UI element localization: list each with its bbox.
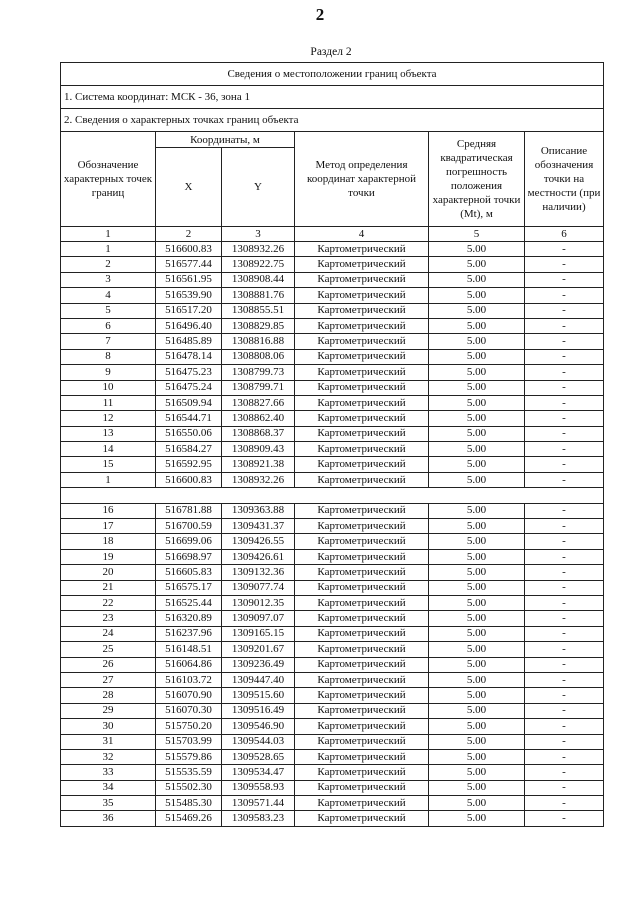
table-row bbox=[61, 442, 604, 457]
cell-method: Картометрический bbox=[295, 749, 429, 764]
cell-method: Картометрический bbox=[295, 503, 429, 518]
cell-error: 5.00 bbox=[429, 657, 525, 672]
table-title: Сведения о местоположении границ объекта bbox=[61, 63, 604, 86]
table-row bbox=[61, 672, 604, 687]
cell-point: 18 bbox=[61, 534, 156, 549]
cell-y: 1309426.55 bbox=[222, 534, 295, 549]
cell-point: 27 bbox=[61, 672, 156, 687]
cell-y: 1309363.88 bbox=[222, 503, 295, 518]
cell-description: - bbox=[525, 611, 604, 626]
header-point: Обозначение характерных точек границ bbox=[61, 132, 156, 227]
cell-y: 1309097.07 bbox=[222, 611, 295, 626]
cell-method: Картометрический bbox=[295, 257, 429, 272]
cell-error: 5.00 bbox=[429, 426, 525, 441]
cell-description: - bbox=[525, 288, 604, 303]
cell-method: Картометрический bbox=[295, 734, 429, 749]
cell-method: Картометрический bbox=[295, 688, 429, 703]
cell-description: - bbox=[525, 349, 604, 364]
cell-x: 516237.96 bbox=[156, 626, 222, 641]
table-row bbox=[61, 734, 604, 749]
cell-y: 1309165.15 bbox=[222, 626, 295, 641]
cell-method: Картометрический bbox=[295, 719, 429, 734]
cell-method: Картометрический bbox=[295, 472, 429, 487]
header-method: Метод определения координат характерной точки bbox=[295, 132, 429, 227]
points-heading: 2. Сведения о характерных точках границ объекта bbox=[61, 109, 604, 132]
cell-point: 14 bbox=[61, 442, 156, 457]
table-row bbox=[61, 242, 604, 257]
cell-point: 21 bbox=[61, 580, 156, 595]
cell-x: 516781.88 bbox=[156, 503, 222, 518]
cell-x: 516517.20 bbox=[156, 303, 222, 318]
cell-error: 5.00 bbox=[429, 811, 525, 826]
cell-y: 1308932.26 bbox=[222, 242, 295, 257]
cell-error: 5.00 bbox=[429, 395, 525, 410]
cell-error: 5.00 bbox=[429, 796, 525, 811]
cell-description: - bbox=[525, 395, 604, 410]
table-row bbox=[61, 688, 604, 703]
cell-point: 28 bbox=[61, 688, 156, 703]
header-coordinates: Координаты, м bbox=[156, 132, 295, 148]
cell-error: 5.00 bbox=[429, 349, 525, 364]
cell-error: 5.00 bbox=[429, 749, 525, 764]
cell-method: Картометрический bbox=[295, 395, 429, 410]
cell-point: 9 bbox=[61, 365, 156, 380]
cell-x: 516561.95 bbox=[156, 272, 222, 287]
table-row bbox=[61, 642, 604, 657]
table-row bbox=[61, 472, 604, 487]
cell-error: 5.00 bbox=[429, 318, 525, 333]
cell-point: 12 bbox=[61, 411, 156, 426]
cell-method: Картометрический bbox=[295, 765, 429, 780]
cell-point: 2 bbox=[61, 257, 156, 272]
table-row bbox=[61, 765, 604, 780]
cell-y: 1309534.47 bbox=[222, 765, 295, 780]
cell-point: 31 bbox=[61, 734, 156, 749]
table-row bbox=[61, 334, 604, 349]
column-numbers-row bbox=[61, 227, 604, 242]
cell-point: 29 bbox=[61, 703, 156, 718]
cell-point: 16 bbox=[61, 503, 156, 518]
table-row bbox=[61, 303, 604, 318]
cell-method: Картометрический bbox=[295, 580, 429, 595]
cell-description: - bbox=[525, 257, 604, 272]
table-row bbox=[61, 780, 604, 795]
table-row bbox=[61, 288, 604, 303]
header-x: X bbox=[156, 148, 222, 227]
cell-y: 1308799.71 bbox=[222, 380, 295, 395]
cell-description: - bbox=[525, 334, 604, 349]
cell-description: - bbox=[525, 719, 604, 734]
cell-y: 1309132.36 bbox=[222, 565, 295, 580]
cell-point: 36 bbox=[61, 811, 156, 826]
cell-y: 1308799.73 bbox=[222, 365, 295, 380]
cell-x: 516700.59 bbox=[156, 519, 222, 534]
cell-method: Картометрический bbox=[295, 318, 429, 333]
cell-point: 10 bbox=[61, 380, 156, 395]
cell-x: 516577.44 bbox=[156, 257, 222, 272]
cell-y: 1308881.76 bbox=[222, 288, 295, 303]
cell-point: 7 bbox=[61, 334, 156, 349]
cell-error: 5.00 bbox=[429, 703, 525, 718]
cell-x: 516320.89 bbox=[156, 611, 222, 626]
cell-x: 516584.27 bbox=[156, 442, 222, 457]
cell-y: 1308868.37 bbox=[222, 426, 295, 441]
cell-y: 1309583.23 bbox=[222, 811, 295, 826]
cell-method: Картометрический bbox=[295, 595, 429, 610]
cell-point: 4 bbox=[61, 288, 156, 303]
cell-error: 5.00 bbox=[429, 611, 525, 626]
cell-error: 5.00 bbox=[429, 780, 525, 795]
cell-method: Картометрический bbox=[295, 303, 429, 318]
cell-y: 1308816.88 bbox=[222, 334, 295, 349]
table-row bbox=[61, 595, 604, 610]
cell-error: 5.00 bbox=[429, 688, 525, 703]
table-row bbox=[61, 503, 604, 518]
cell-method: Картометрический bbox=[295, 380, 429, 395]
cell-description: - bbox=[525, 796, 604, 811]
cell-error: 5.00 bbox=[429, 642, 525, 657]
cell-method: Картометрический bbox=[295, 549, 429, 564]
cell-description: - bbox=[525, 426, 604, 441]
cell-method: Картометрический bbox=[295, 811, 429, 826]
column-number: 6 bbox=[525, 227, 604, 242]
cell-error: 5.00 bbox=[429, 411, 525, 426]
cell-description: - bbox=[525, 765, 604, 780]
section-label: Раздел 2 bbox=[310, 46, 352, 58]
cell-x: 516475.23 bbox=[156, 365, 222, 380]
cell-error: 5.00 bbox=[429, 734, 525, 749]
cell-description: - bbox=[525, 503, 604, 518]
cell-y: 1308829.85 bbox=[222, 318, 295, 333]
cell-point: 1 bbox=[61, 472, 156, 487]
cell-description: - bbox=[525, 626, 604, 641]
cell-error: 5.00 bbox=[429, 380, 525, 395]
cell-x: 516525.44 bbox=[156, 595, 222, 610]
cell-x: 516592.95 bbox=[156, 457, 222, 472]
cell-error: 5.00 bbox=[429, 534, 525, 549]
cell-error: 5.00 bbox=[429, 565, 525, 580]
cell-y: 1308921.38 bbox=[222, 457, 295, 472]
cell-description: - bbox=[525, 472, 604, 487]
column-number: 1 bbox=[61, 227, 156, 242]
page-number: 2 bbox=[315, 5, 325, 24]
table-row bbox=[61, 457, 604, 472]
cell-error: 5.00 bbox=[429, 288, 525, 303]
table-row bbox=[61, 411, 604, 426]
cell-error: 5.00 bbox=[429, 719, 525, 734]
table-row bbox=[61, 549, 604, 564]
cell-x: 516605.83 bbox=[156, 565, 222, 580]
table-row bbox=[61, 395, 604, 410]
cell-description: - bbox=[525, 672, 604, 687]
cell-method: Картометрический bbox=[295, 780, 429, 795]
column-number: 4 bbox=[295, 227, 429, 242]
cell-error: 5.00 bbox=[429, 242, 525, 257]
cell-point: 17 bbox=[61, 519, 156, 534]
header-y: Y bbox=[222, 148, 295, 227]
table-row bbox=[61, 580, 604, 595]
table-row bbox=[61, 657, 604, 672]
table-row bbox=[61, 257, 604, 272]
cell-y: 1309528.65 bbox=[222, 749, 295, 764]
cell-x: 516475.24 bbox=[156, 380, 222, 395]
cell-y: 1308862.40 bbox=[222, 411, 295, 426]
column-number: 5 bbox=[429, 227, 525, 242]
table-row bbox=[61, 426, 604, 441]
cell-x: 516699.06 bbox=[156, 534, 222, 549]
cell-y: 1308908.44 bbox=[222, 272, 295, 287]
cell-error: 5.00 bbox=[429, 626, 525, 641]
cell-y: 1309431.37 bbox=[222, 519, 295, 534]
table-row bbox=[61, 380, 604, 395]
cell-error: 5.00 bbox=[429, 457, 525, 472]
cell-error: 5.00 bbox=[429, 365, 525, 380]
cell-point: 19 bbox=[61, 549, 156, 564]
cell-description: - bbox=[525, 365, 604, 380]
cell-point: 23 bbox=[61, 611, 156, 626]
cell-y: 1309201.67 bbox=[222, 642, 295, 657]
cell-x: 516539.90 bbox=[156, 288, 222, 303]
table-row bbox=[61, 796, 604, 811]
table-row bbox=[61, 349, 604, 364]
table-row bbox=[61, 365, 604, 380]
cell-x: 516509.94 bbox=[156, 395, 222, 410]
cell-point: 13 bbox=[61, 426, 156, 441]
table-row bbox=[61, 811, 604, 826]
cell-error: 5.00 bbox=[429, 580, 525, 595]
cell-method: Картометрический bbox=[295, 703, 429, 718]
boundary-coordinates-table bbox=[60, 62, 604, 827]
cell-y: 1309236.49 bbox=[222, 657, 295, 672]
cell-x: 515485.30 bbox=[156, 796, 222, 811]
cell-point: 24 bbox=[61, 626, 156, 641]
cell-x: 516070.90 bbox=[156, 688, 222, 703]
cell-description: - bbox=[525, 272, 604, 287]
cell-y: 1309544.03 bbox=[222, 734, 295, 749]
cell-point: 8 bbox=[61, 349, 156, 364]
cell-method: Картометрический bbox=[295, 642, 429, 657]
cell-method: Картометрический bbox=[295, 411, 429, 426]
cell-description: - bbox=[525, 457, 604, 472]
cell-x: 515535.59 bbox=[156, 765, 222, 780]
cell-description: - bbox=[525, 519, 604, 534]
cell-method: Картометрический bbox=[295, 272, 429, 287]
table-row bbox=[61, 272, 604, 287]
cell-description: - bbox=[525, 242, 604, 257]
cell-description: - bbox=[525, 811, 604, 826]
cell-y: 1308827.66 bbox=[222, 395, 295, 410]
header-error: Средняя квадратическая погрешность положения характерной точки (Mt), м bbox=[429, 132, 525, 227]
cell-error: 5.00 bbox=[429, 472, 525, 487]
cell-description: - bbox=[525, 595, 604, 610]
cell-point: 35 bbox=[61, 796, 156, 811]
cell-description: - bbox=[525, 688, 604, 703]
cell-point: 32 bbox=[61, 749, 156, 764]
cell-method: Картометрический bbox=[295, 288, 429, 303]
cell-x: 516103.72 bbox=[156, 672, 222, 687]
cell-point: 11 bbox=[61, 395, 156, 410]
cell-point: 26 bbox=[61, 657, 156, 672]
cell-error: 5.00 bbox=[429, 519, 525, 534]
cell-y: 1308922.75 bbox=[222, 257, 295, 272]
cell-y: 1308808.06 bbox=[222, 349, 295, 364]
cell-method: Картометрический bbox=[295, 626, 429, 641]
cell-point: 30 bbox=[61, 719, 156, 734]
cell-method: Картометрический bbox=[295, 426, 429, 441]
coordinate-system: 1. Система координат: МСК - 36, зона 1 bbox=[61, 86, 604, 109]
cell-x: 515469.26 bbox=[156, 811, 222, 826]
cell-point: 22 bbox=[61, 595, 156, 610]
cell-y: 1308855.51 bbox=[222, 303, 295, 318]
cell-x: 516496.40 bbox=[156, 318, 222, 333]
cell-point: 3 bbox=[61, 272, 156, 287]
cell-method: Картометрический bbox=[295, 534, 429, 549]
cell-x: 516550.06 bbox=[156, 426, 222, 441]
cell-x: 516698.97 bbox=[156, 549, 222, 564]
cell-description: - bbox=[525, 411, 604, 426]
table-row bbox=[61, 611, 604, 626]
cell-description: - bbox=[525, 734, 604, 749]
cell-x: 516600.83 bbox=[156, 472, 222, 487]
cell-x: 515703.99 bbox=[156, 734, 222, 749]
cell-error: 5.00 bbox=[429, 549, 525, 564]
cell-error: 5.00 bbox=[429, 595, 525, 610]
cell-method: Картометрический bbox=[295, 334, 429, 349]
cell-point: 25 bbox=[61, 642, 156, 657]
cell-description: - bbox=[525, 318, 604, 333]
cell-description: - bbox=[525, 565, 604, 580]
column-number: 2 bbox=[156, 227, 222, 242]
table-row bbox=[61, 626, 604, 641]
table-row bbox=[61, 703, 604, 718]
cell-x: 516485.89 bbox=[156, 334, 222, 349]
cell-error: 5.00 bbox=[429, 272, 525, 287]
cell-method: Картометрический bbox=[295, 457, 429, 472]
cell-y: 1309447.40 bbox=[222, 672, 295, 687]
cell-method: Картометрический bbox=[295, 519, 429, 534]
cell-point: 6 bbox=[61, 318, 156, 333]
table-row bbox=[61, 519, 604, 534]
cell-description: - bbox=[525, 549, 604, 564]
cell-y: 1309426.61 bbox=[222, 549, 295, 564]
cell-error: 5.00 bbox=[429, 672, 525, 687]
cell-method: Картометрический bbox=[295, 672, 429, 687]
table-row bbox=[61, 565, 604, 580]
cell-x: 516600.83 bbox=[156, 242, 222, 257]
cell-description: - bbox=[525, 534, 604, 549]
cell-method: Картометрический bbox=[295, 565, 429, 580]
table-row bbox=[61, 318, 604, 333]
cell-method: Картометрический bbox=[295, 349, 429, 364]
cell-point: 34 bbox=[61, 780, 156, 795]
cell-error: 5.00 bbox=[429, 503, 525, 518]
cell-x: 515502.30 bbox=[156, 780, 222, 795]
cell-x: 515750.20 bbox=[156, 719, 222, 734]
cell-y: 1309516.49 bbox=[222, 703, 295, 718]
cell-point: 1 bbox=[61, 242, 156, 257]
cell-point: 15 bbox=[61, 457, 156, 472]
cell-point: 20 bbox=[61, 565, 156, 580]
table-row bbox=[61, 534, 604, 549]
cell-method: Картометрический bbox=[295, 611, 429, 626]
cell-y: 1309012.35 bbox=[222, 595, 295, 610]
cell-method: Картометрический bbox=[295, 242, 429, 257]
cell-error: 5.00 bbox=[429, 334, 525, 349]
cell-y: 1309077.74 bbox=[222, 580, 295, 595]
cell-y: 1308932.26 bbox=[222, 472, 295, 487]
cell-x: 516070.30 bbox=[156, 703, 222, 718]
column-number: 3 bbox=[222, 227, 295, 242]
cell-x: 516544.71 bbox=[156, 411, 222, 426]
cell-y: 1309571.44 bbox=[222, 796, 295, 811]
cell-method: Картометрический bbox=[295, 796, 429, 811]
cell-description: - bbox=[525, 703, 604, 718]
cell-x: 516064.86 bbox=[156, 657, 222, 672]
table-row bbox=[61, 719, 604, 734]
cell-description: - bbox=[525, 642, 604, 657]
cell-error: 5.00 bbox=[429, 303, 525, 318]
cell-y: 1309546.90 bbox=[222, 719, 295, 734]
cell-error: 5.00 bbox=[429, 257, 525, 272]
cell-method: Картометрический bbox=[295, 442, 429, 457]
header-description: Описание обозначения точки на местности (при наличии) bbox=[525, 132, 604, 227]
cell-x: 516478.14 bbox=[156, 349, 222, 364]
table-row bbox=[61, 749, 604, 764]
cell-description: - bbox=[525, 442, 604, 457]
cell-description: - bbox=[525, 657, 604, 672]
cell-y: 1308909.43 bbox=[222, 442, 295, 457]
cell-description: - bbox=[525, 380, 604, 395]
separator-row bbox=[61, 488, 604, 503]
cell-error: 5.00 bbox=[429, 442, 525, 457]
cell-error: 5.00 bbox=[429, 765, 525, 780]
cell-method: Картометрический bbox=[295, 657, 429, 672]
separator-cell bbox=[61, 488, 604, 503]
cell-x: 516148.51 bbox=[156, 642, 222, 657]
cell-point: 33 bbox=[61, 765, 156, 780]
cell-method: Картометрический bbox=[295, 365, 429, 380]
cell-x: 516575.17 bbox=[156, 580, 222, 595]
cell-description: - bbox=[525, 580, 604, 595]
cell-y: 1309515.60 bbox=[222, 688, 295, 703]
cell-point: 5 bbox=[61, 303, 156, 318]
cell-description: - bbox=[525, 303, 604, 318]
cell-description: - bbox=[525, 749, 604, 764]
cell-y: 1309558.93 bbox=[222, 780, 295, 795]
cell-x: 515579.86 bbox=[156, 749, 222, 764]
cell-description: - bbox=[525, 780, 604, 795]
